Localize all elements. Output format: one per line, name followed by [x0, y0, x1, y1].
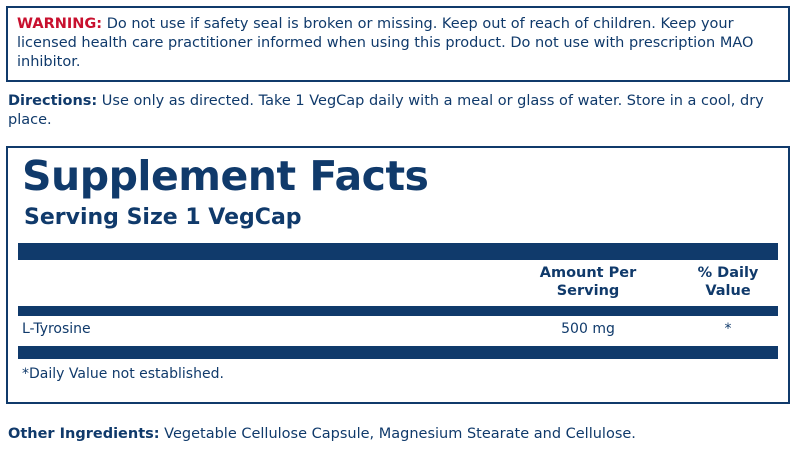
amount-line-2: Serving: [556, 283, 620, 300]
directions-body: Use only as directed. Take 1 VegCap daily with a meal or glass of water. Store in a cool, dry place.: [8, 93, 764, 129]
table-row: [18, 316, 778, 342]
table-header-row: [18, 260, 778, 302]
nutrient-daily-value: *: [724, 321, 732, 337]
daily-value-footnote: *Daily Value not established.: [22, 366, 224, 382]
daily-value-line-1: % Daily: [697, 265, 759, 281]
warning-text: [17, 15, 779, 72]
nutrient-name: L-Tyrosine: [22, 321, 91, 337]
other-ingredients-body: Vegetable Cellulose Capsule, Magnesium Stearate and Cellulose.: [159, 426, 636, 442]
table-top-bar: [18, 243, 778, 260]
nutrient-amount: 500 mg: [561, 321, 615, 337]
supplement-facts-panel: [6, 146, 790, 404]
table-header-divider-bar: [18, 306, 778, 316]
serving-size: Serving Size 1 VegCap: [24, 205, 302, 230]
directions-section: [8, 92, 790, 130]
warning-label: WARNING:: [17, 16, 103, 32]
column-header-daily-value: [673, 264, 783, 300]
daily-value-line-2: Value: [705, 283, 751, 300]
column-header-amount-per-serving: [518, 264, 658, 300]
amount-line-1: Amount Per: [539, 265, 637, 281]
warning-box: [6, 6, 790, 82]
warning-body: Do not use if safety seal is broken or missing. Keep out of reach of children. Keep your licensed health care practitioner informed when using this product. Do not use with prescription MAO inhibitor.: [17, 16, 754, 71]
other-ingredients-section: [8, 425, 790, 444]
table-bottom-bar: [18, 346, 778, 359]
directions-label: Directions:: [8, 93, 98, 109]
other-ingredients-label: Other Ingredients:: [8, 426, 160, 442]
supplement-facts-title: Supplement Facts: [22, 152, 429, 200]
